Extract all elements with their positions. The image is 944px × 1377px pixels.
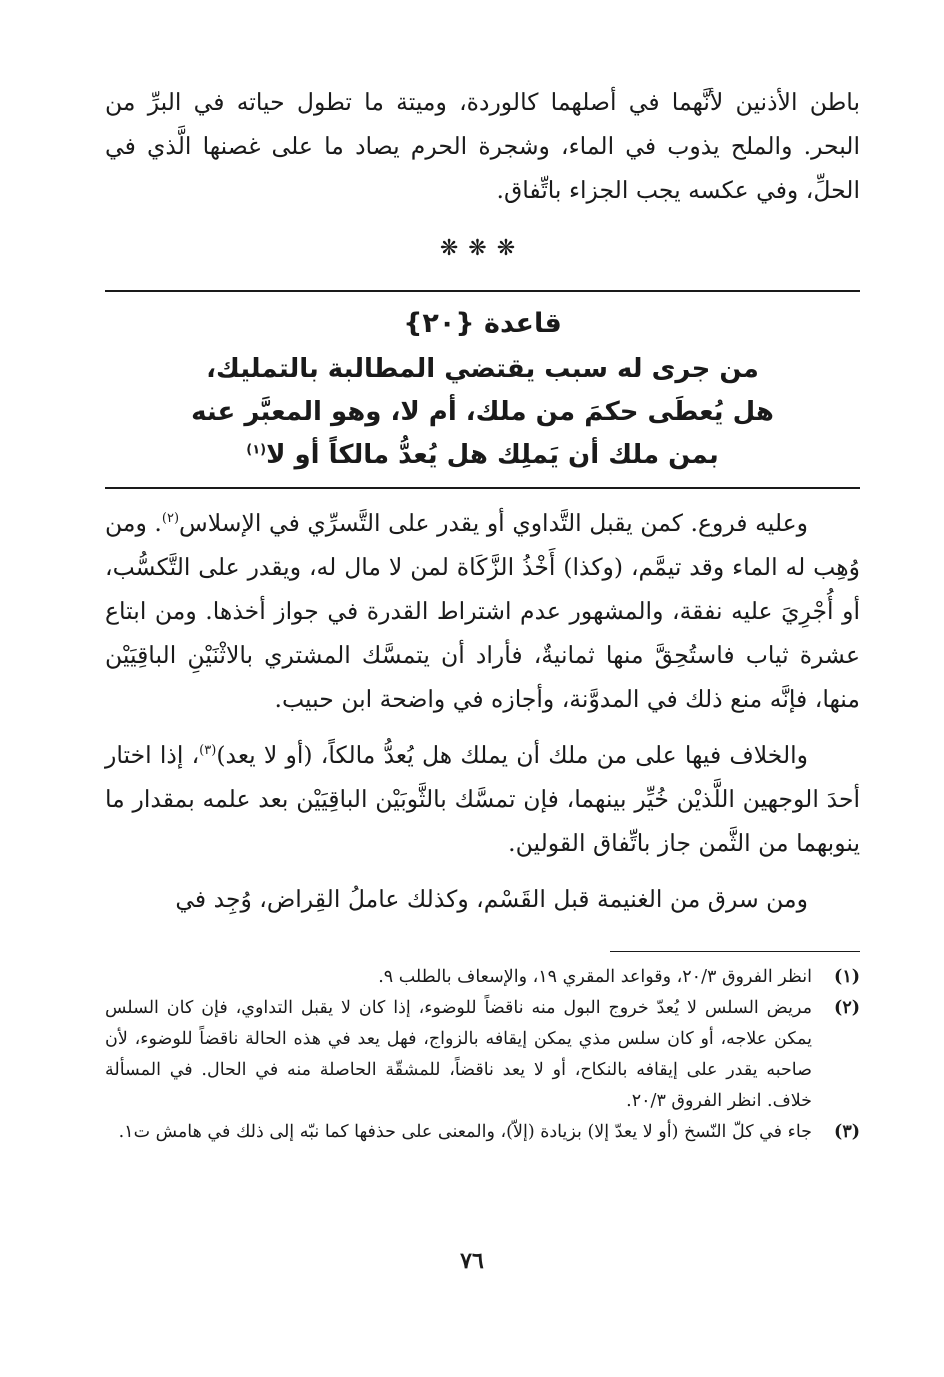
footnote-item: [105, 993, 860, 1117]
page-number: ٧٦: [460, 1248, 484, 1274]
body-paragraph-2-part-b: ، إذا اختار أحدَ الوجهين اللَّذيْن خُيِّر بينهما، فإن تمسَّك بالثَّوبَيْن الباقِيَيْن بعد علمه بمقدار ما ينوبهما من الثَّمن جاز باتِّفاق القولين.: [105, 741, 860, 857]
footnote-number: (١): [834, 967, 860, 987]
footnote-ref-2[interactable]: (٢): [161, 511, 180, 527]
footnotes: [105, 962, 860, 1148]
footnote-text: مريض السلس لا يُعدّ خروج البول منه ناقضاً للوضوء، إذا كان لا يقبل التداوي، فإن كان السلس يمكن علاجه، أو كان سلس مذي يمكن إيقافه بالزواج، فهل يعد في هذه الحالة ناقضاً للوضوء، لأن صاحبه يقدر على إيقافه بالنكاح، أو لا يعد ناقضاً، للمشقّة الحاصلة منه في الحال. في المسألة خلاف. انظر الفروق ٢٠/٣.: [105, 998, 812, 1111]
book-page: [105, 80, 860, 1148]
body-paragraph-3: ومن سرق من الغنيمة قبل القَسْم، وكذلك عاملُ القِراض، وُجِد في: [175, 885, 808, 913]
footnote-ref-3[interactable]: (٣): [199, 743, 217, 759]
rule-heading: [105, 292, 860, 487]
rule-number-title: قاعدة {٢٠}: [403, 308, 562, 339]
body-paragraph-2-part-a: والخلاف فيها على من ملك أن يملك هل يُعدُّ مالكاً، (أو لا يعد): [216, 741, 808, 769]
body-paragraph-1-part-a: وعليه فروع. كمن يقبل التَّداوي أو يقدر على التَّسرِّي في الإسلاس: [179, 509, 808, 537]
footnote-ref-1[interactable]: (١): [246, 442, 267, 458]
intro-paragraph: باطن الأذنين لأنَّهما في أصلهما كالوردة، وميتة ما تطول حياته في البرِّ من البحر. والملح يذوب في الماء، وشجرة الحرم يصاد ما على غصنها الَّذي في الحلِّ، وفي عكسه يجب الجزاء باتِّفاق.: [105, 88, 860, 204]
section-separator-ornament: ❋❋❋: [439, 236, 526, 261]
footnote-item: [105, 1117, 860, 1148]
footnote-item: [105, 962, 860, 993]
rule-title-line-3: [105, 434, 860, 477]
body-paragraph-1: [105, 501, 860, 721]
rule-title-line-1: من جرى له سبب يقتضي المطالبة بالتمليك،: [206, 354, 759, 384]
body-paragraph-2: [105, 733, 860, 865]
footnote-text: انظر الفروق ٢٠/٣، وقواعد المقري ١٩، والإسعاف بالطلب ٩.: [378, 967, 812, 987]
footnote-number: (٢): [834, 998, 860, 1018]
rule-title-line-3-text: بمن ملك أن يَملِك هل يُعدُّ مالكاً أو لا: [266, 440, 719, 470]
body-paragraph-1-part-b: . ومن وُهِب له الماء وقد تيمَّم، (وكذا) أَخْذُ الزَّكَاة لمن لا مال له، ويقدر على التَّكسُّب، أو أُجْرِيَ عليه نفقة، والمشهور عدم اشتراط القدرة في جواز أخذها. ومن ابتاع عشرة ثياب فاستُحِقَّ منها ثمانيةٌ، فأراد أن يتمسَّك المشتري بالاثْنَيْنِ الباقِيَيْن منها، فإنَّه منع ذلك في المدوَّنة، وأجازه في واضحة ابن حبيب.: [105, 509, 860, 713]
rule-title-line-2: هل يُعطَى حكمَ من ملك، أم لا، وهو المعبَّر عنه: [191, 397, 774, 427]
footnote-number: (٣): [834, 1122, 860, 1142]
footnote-text: جاء في كلّ النّسخ (أو لا يعدّ إلا) بزيادة (إلاّ)، والمعنى على حذفها كما نبّه إلى ذلك في هامش ت١.: [118, 1122, 812, 1142]
footnote-separator: [610, 951, 860, 952]
